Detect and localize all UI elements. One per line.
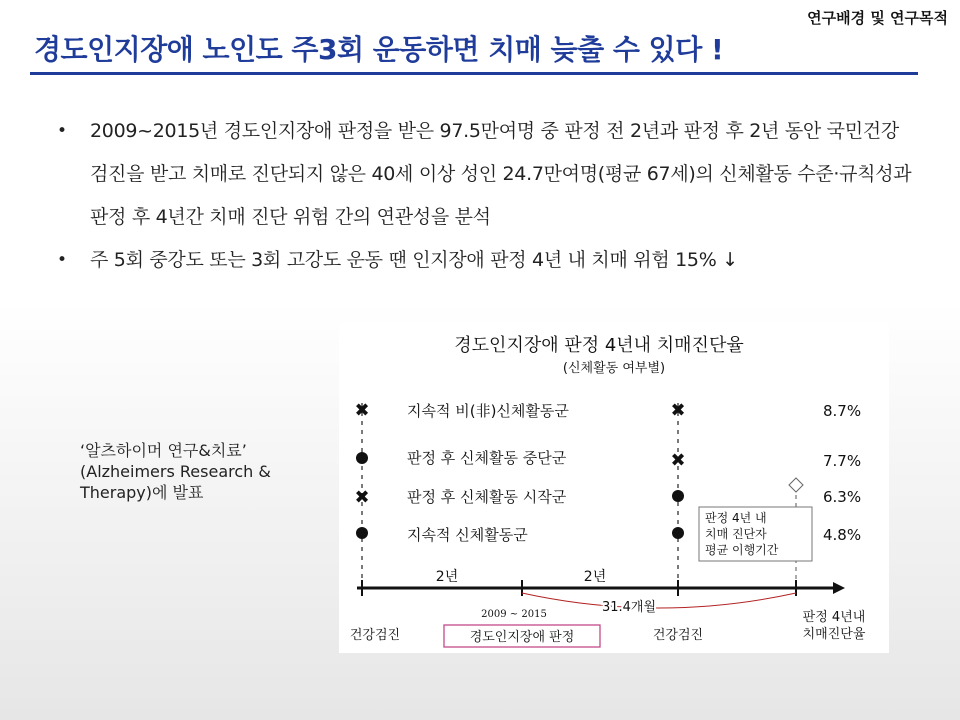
group-rate: 7.7% xyxy=(823,452,862,470)
followup-duration: 31.4개월 xyxy=(601,600,657,615)
period-label: 2년 xyxy=(435,569,459,585)
cross-icon: ✖ xyxy=(354,400,370,421)
cross-icon: ✖ xyxy=(670,400,686,421)
figure-subtitle: (신체활동 여부별) xyxy=(562,361,666,376)
dot-icon xyxy=(672,527,684,539)
group-row xyxy=(354,487,861,508)
axis-label: 치매진단율 xyxy=(802,627,866,642)
cross-icon: ✖ xyxy=(354,487,370,508)
dot-icon xyxy=(356,527,368,539)
figure-title: 경도인지장애 판정 4년내 치매진단율 xyxy=(454,335,744,356)
period-label: 2년 xyxy=(583,569,607,585)
group-label: 판정 후 신체활동 중단군 xyxy=(407,449,567,467)
cross-icon: ✖ xyxy=(670,450,686,471)
study-design-figure xyxy=(339,323,889,653)
group-rate: 6.3% xyxy=(823,488,862,506)
down-arrow-icon: ↓ xyxy=(722,249,738,271)
timeline-arrow-icon xyxy=(833,582,845,594)
publication-note: ‘알츠하이머 연구&치료’ (Alzheimers Research & Therapy)에 발표 xyxy=(80,441,271,502)
bullet-list xyxy=(55,110,915,282)
group-row xyxy=(354,400,861,421)
dot-icon xyxy=(672,490,684,502)
bullet-item xyxy=(55,110,915,239)
bullet-item xyxy=(55,239,915,282)
axis-label: 판정 4년내 xyxy=(802,610,866,625)
diamond-icon xyxy=(789,478,803,492)
axis-label: 건강검진 xyxy=(349,628,401,643)
group-rate: 8.7% xyxy=(823,402,862,420)
followup-box-line: 치매 진단자 xyxy=(705,527,767,541)
section-label: 연구배경 및 연구목적 xyxy=(807,9,948,27)
dot-icon xyxy=(356,452,368,464)
axis-label: 건강검진 xyxy=(652,628,704,643)
group-rate: 4.8% xyxy=(823,526,862,544)
page-title: 경도인지장애 노인도 주3회 운동하면 치매 늦출 수 있다 ! xyxy=(34,33,724,66)
group-label: 지속적 신체활동군 xyxy=(407,526,528,544)
years-label: 2009 ~ 2015 xyxy=(481,609,547,620)
bullet-dot-icon: • xyxy=(57,121,67,141)
axis-label: 경도인지장애 판정 xyxy=(469,630,575,645)
title-divider xyxy=(30,72,918,75)
followup-box-line: 평균 이행기간 xyxy=(705,543,779,557)
group-label: 지속적 비(非)신체활동군 xyxy=(407,402,569,420)
group-row xyxy=(356,449,861,471)
bullet-text: 주 5회 중강도 또는 3회 고강도 운동 땐 인지장애 판정 4년 내 치매 위험 15% xyxy=(90,249,717,271)
bullet-text: 2009~2015년 경도인지장애 판정을 받은 97.5만여명 중 판정 전 2년과 판정 후 2년 동안 국민건강검진을 받고 치매로 진단되지 않은 40세 이상 성인 24.7만여명(평균 67세)의 신체활동 수준·규칙성과 판정 후 4년간 치매 진단 위험 간의 연관성을 분석 xyxy=(90,120,912,228)
bullet-dot-icon: • xyxy=(57,250,67,270)
group-label: 판정 후 신체활동 시작군 xyxy=(407,488,567,506)
followup-arc xyxy=(522,593,796,608)
followup-box-line: 판정 4년 내 xyxy=(705,511,767,525)
